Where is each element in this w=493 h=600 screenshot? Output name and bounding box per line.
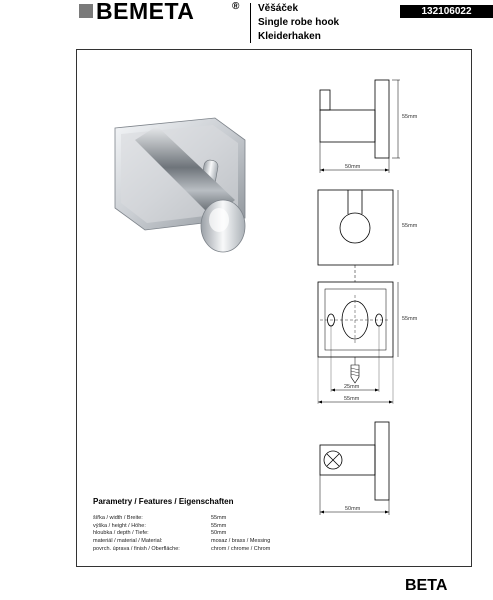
brand-logo: BEMETA <box>96 0 195 24</box>
side-view-rod <box>320 110 375 142</box>
screw-icon <box>351 365 359 383</box>
technical-drawing <box>300 70 440 530</box>
param-value: 55mm <box>211 522 227 529</box>
dim-back-width: 55mm <box>344 396 360 402</box>
param-value: 55mm <box>211 515 227 521</box>
front-view-plate <box>318 190 393 265</box>
dim-bottom-width: 50mm <box>345 506 361 512</box>
dim-side-height: 55mm <box>402 114 418 120</box>
param-row <box>93 546 270 554</box>
bottom-view-plate <box>375 422 389 500</box>
param-label: hloubka / depth / Tiefe: <box>93 530 149 537</box>
param-label: šířka / width / Breite: <box>93 515 143 521</box>
side-view-plate <box>375 80 389 158</box>
param-row <box>93 538 270 546</box>
parameters-table <box>93 515 270 554</box>
param-value: chrom / chrome / Chrom <box>211 545 271 552</box>
dim-back-height: 55mm <box>402 316 418 322</box>
back-view-plate <box>318 282 393 357</box>
front-view-cap <box>340 213 370 243</box>
param-row <box>93 530 270 538</box>
header-divider <box>250 3 251 43</box>
title-german: Kleiderhaken <box>258 31 321 42</box>
param-label: výška / height / Höhe: <box>93 522 146 529</box>
dim-hole-spacing: 25mm <box>344 384 360 390</box>
side-view-pin <box>320 90 330 110</box>
param-row <box>93 523 270 531</box>
title-english: Single robe hook <box>258 17 340 28</box>
param-value: mosaz / brass / Messing <box>211 538 271 545</box>
logo-square <box>79 4 93 18</box>
product-photo <box>95 100 265 270</box>
registered-mark: ® <box>232 1 240 12</box>
title-czech: Věšáček <box>258 3 299 14</box>
dim-side-width: 50mm <box>345 164 361 170</box>
series-name: BETA <box>405 577 448 594</box>
param-label: materiál / material / Material: <box>93 538 163 545</box>
param-value: 50mm <box>211 530 227 537</box>
param-row <box>93 515 270 523</box>
dim-front-height: 55mm <box>402 223 418 229</box>
product-code: 132106022 <box>400 5 493 18</box>
bottom-view-rod <box>320 445 375 475</box>
param-label: povrch. úprava / finish / Oberfläche: <box>93 545 180 552</box>
parameters-title: Parametry / Features / Eigenschaften <box>93 497 234 506</box>
